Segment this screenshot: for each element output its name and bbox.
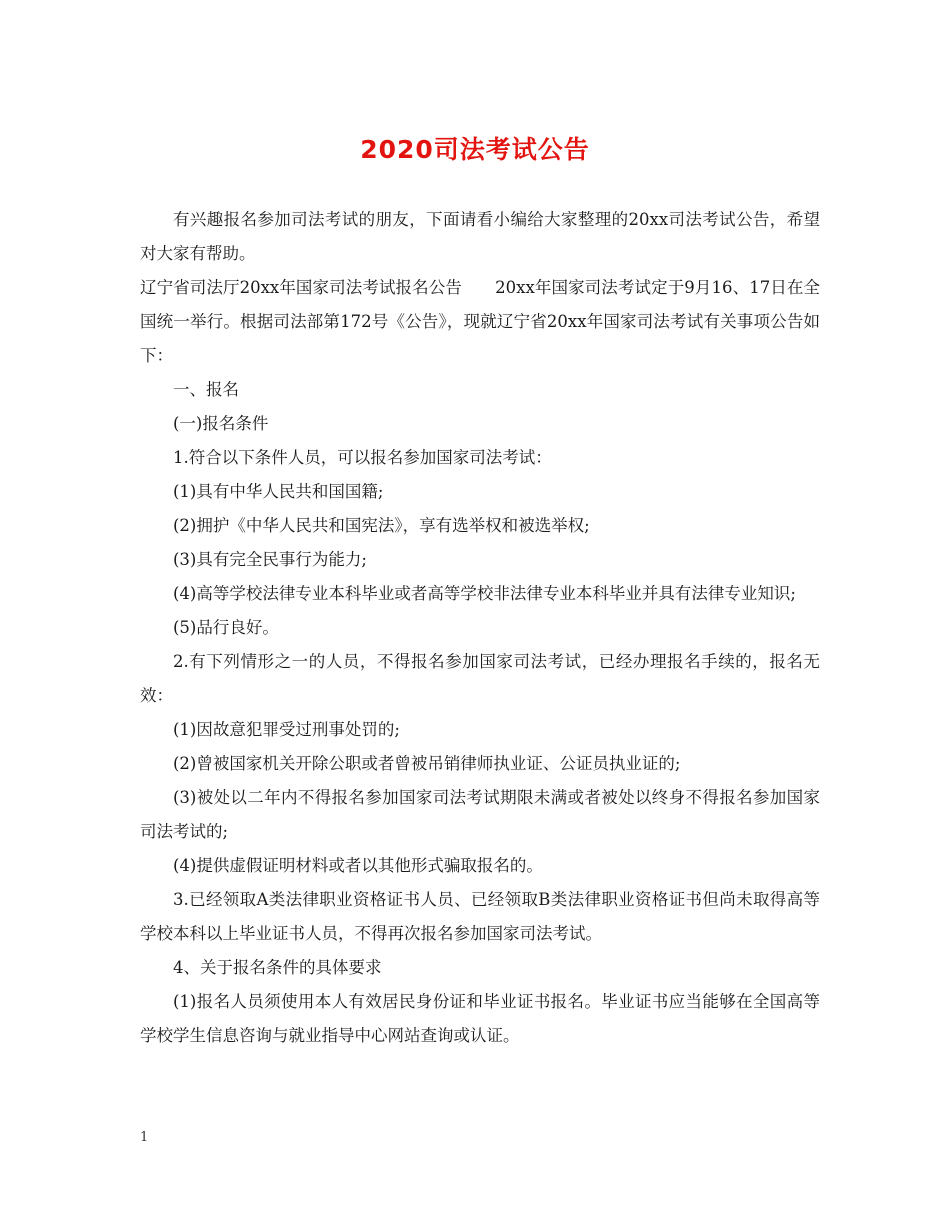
- list-item: (1)报名人员须使用本人有效居民身份证和毕业证书报名。毕业证书应当能够在全国高等学校学生信息咨询与就业指导中心网站查询或认证。: [140, 992, 820, 1045]
- document-body: [140, 203, 820, 1053]
- list-item: (4)提供虚假证明材料或者以其他形式骗取报名的。: [173, 856, 543, 875]
- list-item: (4)高等学校法律专业本科毕业或者高等学校非法律专业本科毕业并具有法律专业知识;: [173, 584, 796, 603]
- list-item: (2)拥护《中华人民共和国宪法》，享有选举权和被选举权;: [173, 516, 590, 535]
- paragraph-intro: 有兴趣报名参加司法考试的朋友，下面请看小编给大家整理的20xx司法考试公告，希望对大家有帮助。: [140, 210, 820, 263]
- document-title: 2020司法考试公告: [360, 135, 590, 164]
- paragraph-condition-4: 4、关于报名条件的具体要求: [173, 958, 382, 977]
- paragraph-condition-2: 2.有下列情形之一的人员，不得报名参加国家司法考试，已经办理报名手续的，报名无效：: [140, 652, 820, 705]
- paragraph-condition-1: 1.符合以下条件人员，可以报名参加国家司法考试：: [173, 448, 552, 467]
- list-item: (1)因故意犯罪受过刑事处罚的;: [173, 720, 400, 739]
- list-item: (3)具有完全民事行为能力;: [173, 550, 367, 569]
- section-heading-registration: 一、报名: [173, 380, 239, 399]
- list-item: (5)品行良好。: [173, 618, 279, 637]
- list-item: (2)曾被国家机关开除公职或者曾被吊销律师执业证、公证员执业证的;: [173, 754, 681, 773]
- paragraph-announcement: 辽宁省司法厅20xx年国家司法考试报名公告 20xx年国家司法考试定于9月16、17日在全国统一举行。根据司法部第172号《公告》，现就辽宁省20xx年国家司法考试有关事项公告如下：: [140, 278, 820, 365]
- list-item: (3)被处以二年内不得报名参加国家司法考试期限未满或者被处以终身不得报名参加国家司法考试的;: [140, 788, 820, 841]
- paragraph-condition-3: 3.已经领取A类法律职业资格证书人员、已经领取B类法律职业资格证书但尚未取得高等学校本科以上毕业证书人员，不得再次报名参加国家司法考试。: [140, 890, 820, 943]
- list-item: (1)具有中华人民共和国国籍;: [173, 482, 384, 501]
- page-number: 1: [140, 1130, 149, 1145]
- subsection-heading-conditions: (一)报名条件: [173, 414, 269, 433]
